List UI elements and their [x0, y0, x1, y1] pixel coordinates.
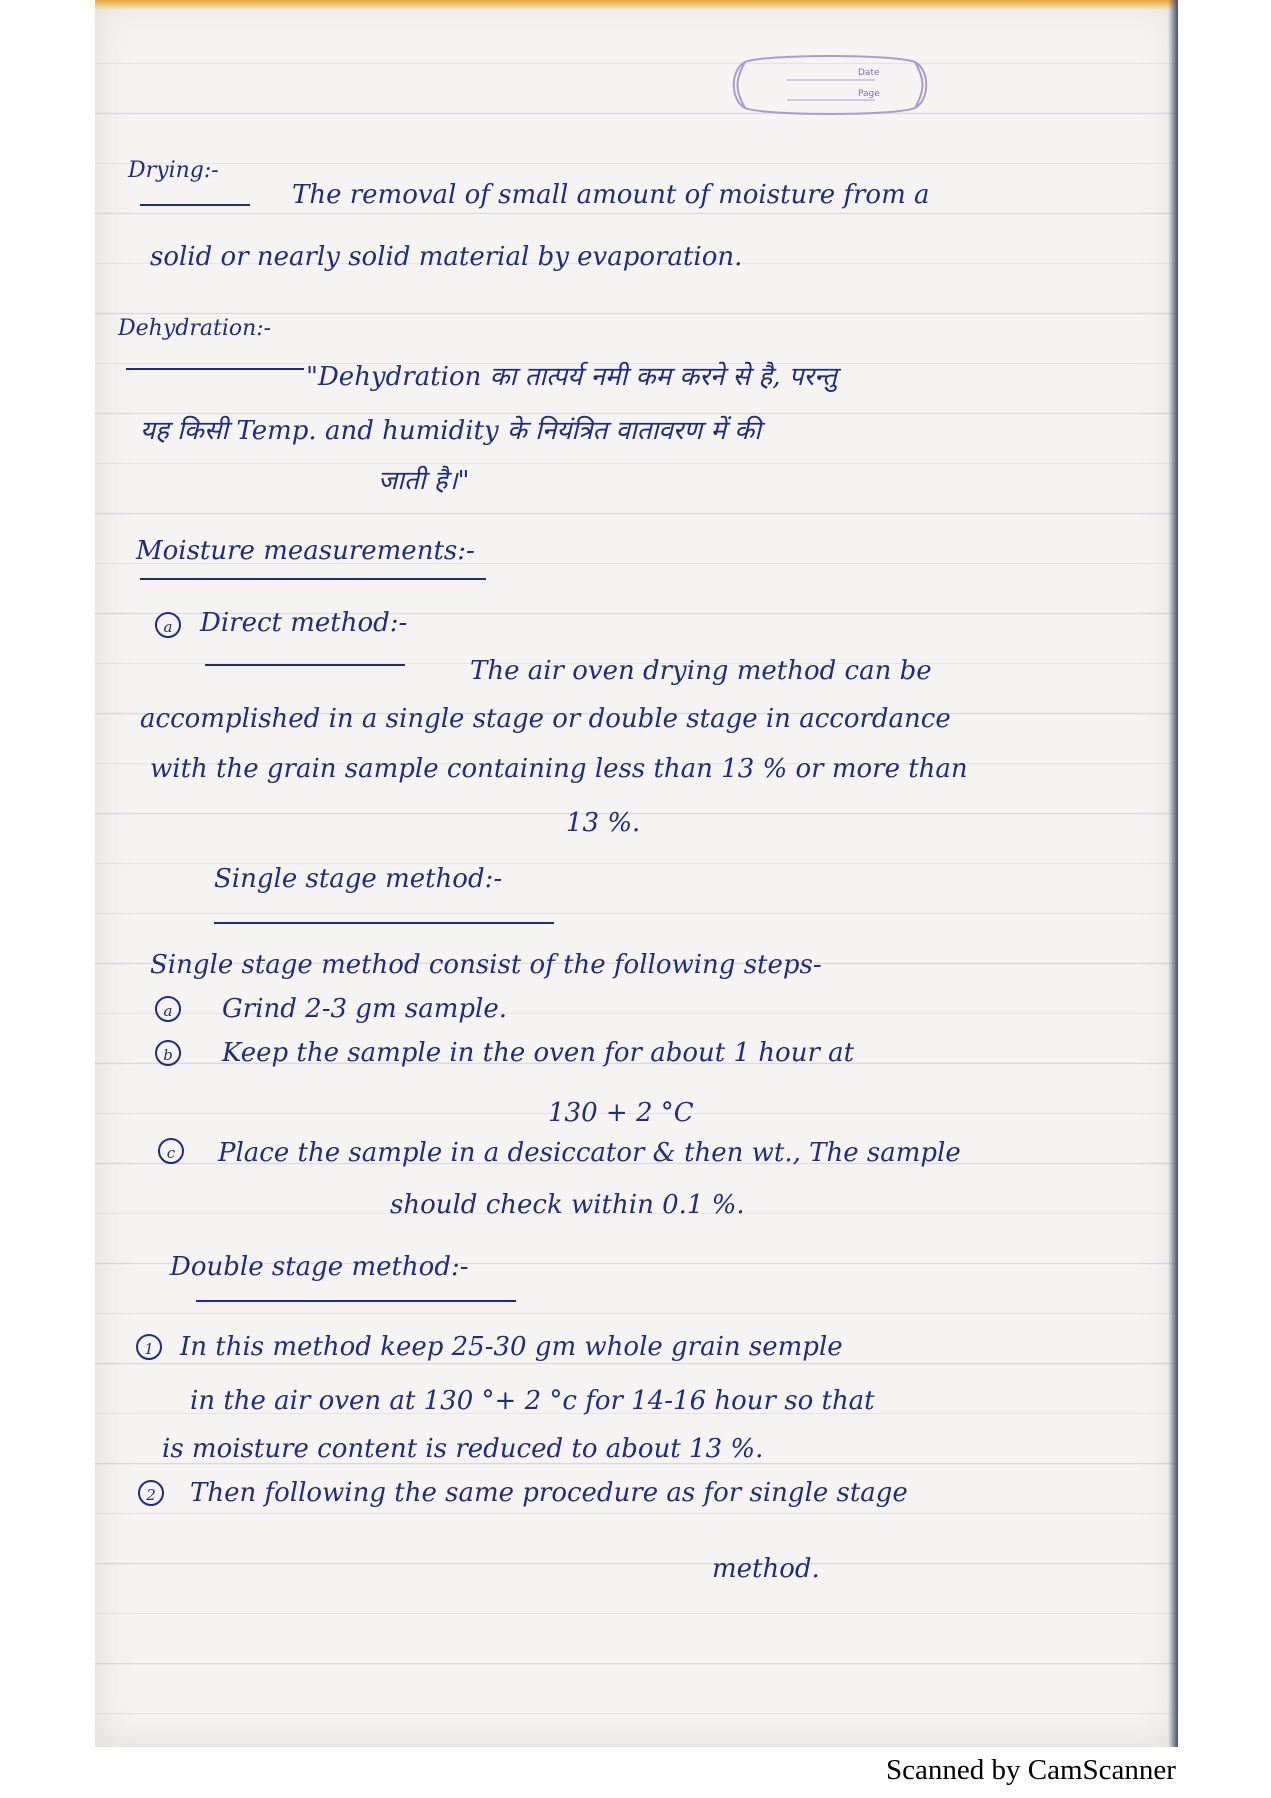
double-step-2-line-2: method. — [712, 1554, 820, 1584]
drying-line-1: The removal of small amount of moisture from a — [292, 180, 930, 210]
double-step-2-marker: 2 — [138, 1480, 164, 1506]
double-stage-underline — [196, 1300, 516, 1302]
double-stage-heading: Double stage method:- — [170, 1252, 469, 1282]
dehydration-line-1: "Dehydration का तात्पर्य नमी कम करने से है, परन्तु — [306, 362, 837, 392]
date-page-stamp — [725, 50, 935, 120]
double-step-2-line-1: Then following the same procedure as for single stage — [190, 1478, 908, 1508]
direct-line-2: accomplished in a single stage or double stage in accordance — [140, 704, 951, 734]
drying-heading: Drying:- — [128, 158, 219, 183]
double-step-1-line-2: in the air oven at 130 °+ 2 °c for 14-16 hour so that — [190, 1386, 875, 1416]
camscanner-footer: Scanned by CamScanner — [886, 1754, 1176, 1786]
stamp-date-label: Date — [858, 68, 880, 78]
single-stage-underline — [214, 922, 554, 924]
single-step-b-line-1: Keep the sample in the oven for about 1 hour at — [222, 1038, 855, 1068]
single-step-a-line-1: Grind 2-3 gm sample. — [222, 994, 507, 1024]
double-step-1-marker: 1 — [136, 1334, 162, 1360]
single-step-a-marker: a — [155, 996, 181, 1022]
dehydration-line-3: जाती है।" — [378, 466, 470, 496]
page-top-edge — [95, 0, 1178, 10]
direct-line-3: with the grain sample containing less than 13 % or more than — [150, 754, 968, 784]
dehydration-heading-underline — [126, 368, 304, 370]
double-step-1-line-1: In this method keep 25-30 gm whole grain semple — [180, 1332, 843, 1362]
single-step-c-marker: c — [158, 1138, 184, 1164]
double-step-1-line-3: is moisture content is reduced to about 13 %. — [162, 1434, 764, 1464]
moisture-heading: Moisture measurements:- — [136, 536, 475, 566]
stamp-page-label: Page — [858, 89, 880, 99]
direct-method-underline — [205, 664, 405, 666]
direct-line-4: 13 %. — [566, 808, 641, 838]
single-step-b-line-2: 130 + 2 °C — [548, 1098, 694, 1128]
drying-line-2: solid or nearly solid material by evaporation. — [150, 242, 743, 272]
direct-method-marker: a — [155, 612, 181, 638]
direct-line-1: The air oven drying method can be — [470, 656, 932, 686]
dehydration-line-2: यह किसी Temp. and humidity के नियंत्रित वातावरण में की — [140, 416, 761, 446]
single-step-c-line-2: should check within 0.1 %. — [390, 1190, 745, 1220]
page-right-edge — [1168, 0, 1178, 1747]
moisture-heading-underline — [140, 578, 486, 580]
single-step-b-marker: b — [155, 1040, 181, 1066]
single-step-c-line-1: Place the sample in a desiccator & then wt., The sample — [218, 1138, 961, 1168]
single-stage-intro: Single stage method consist of the following steps- — [150, 950, 822, 980]
direct-method-heading: Direct method:- — [200, 608, 408, 638]
single-stage-heading: Single stage method:- — [214, 864, 503, 894]
dehydration-heading: Dehydration:- — [118, 316, 272, 341]
drying-heading-underline — [140, 204, 250, 206]
